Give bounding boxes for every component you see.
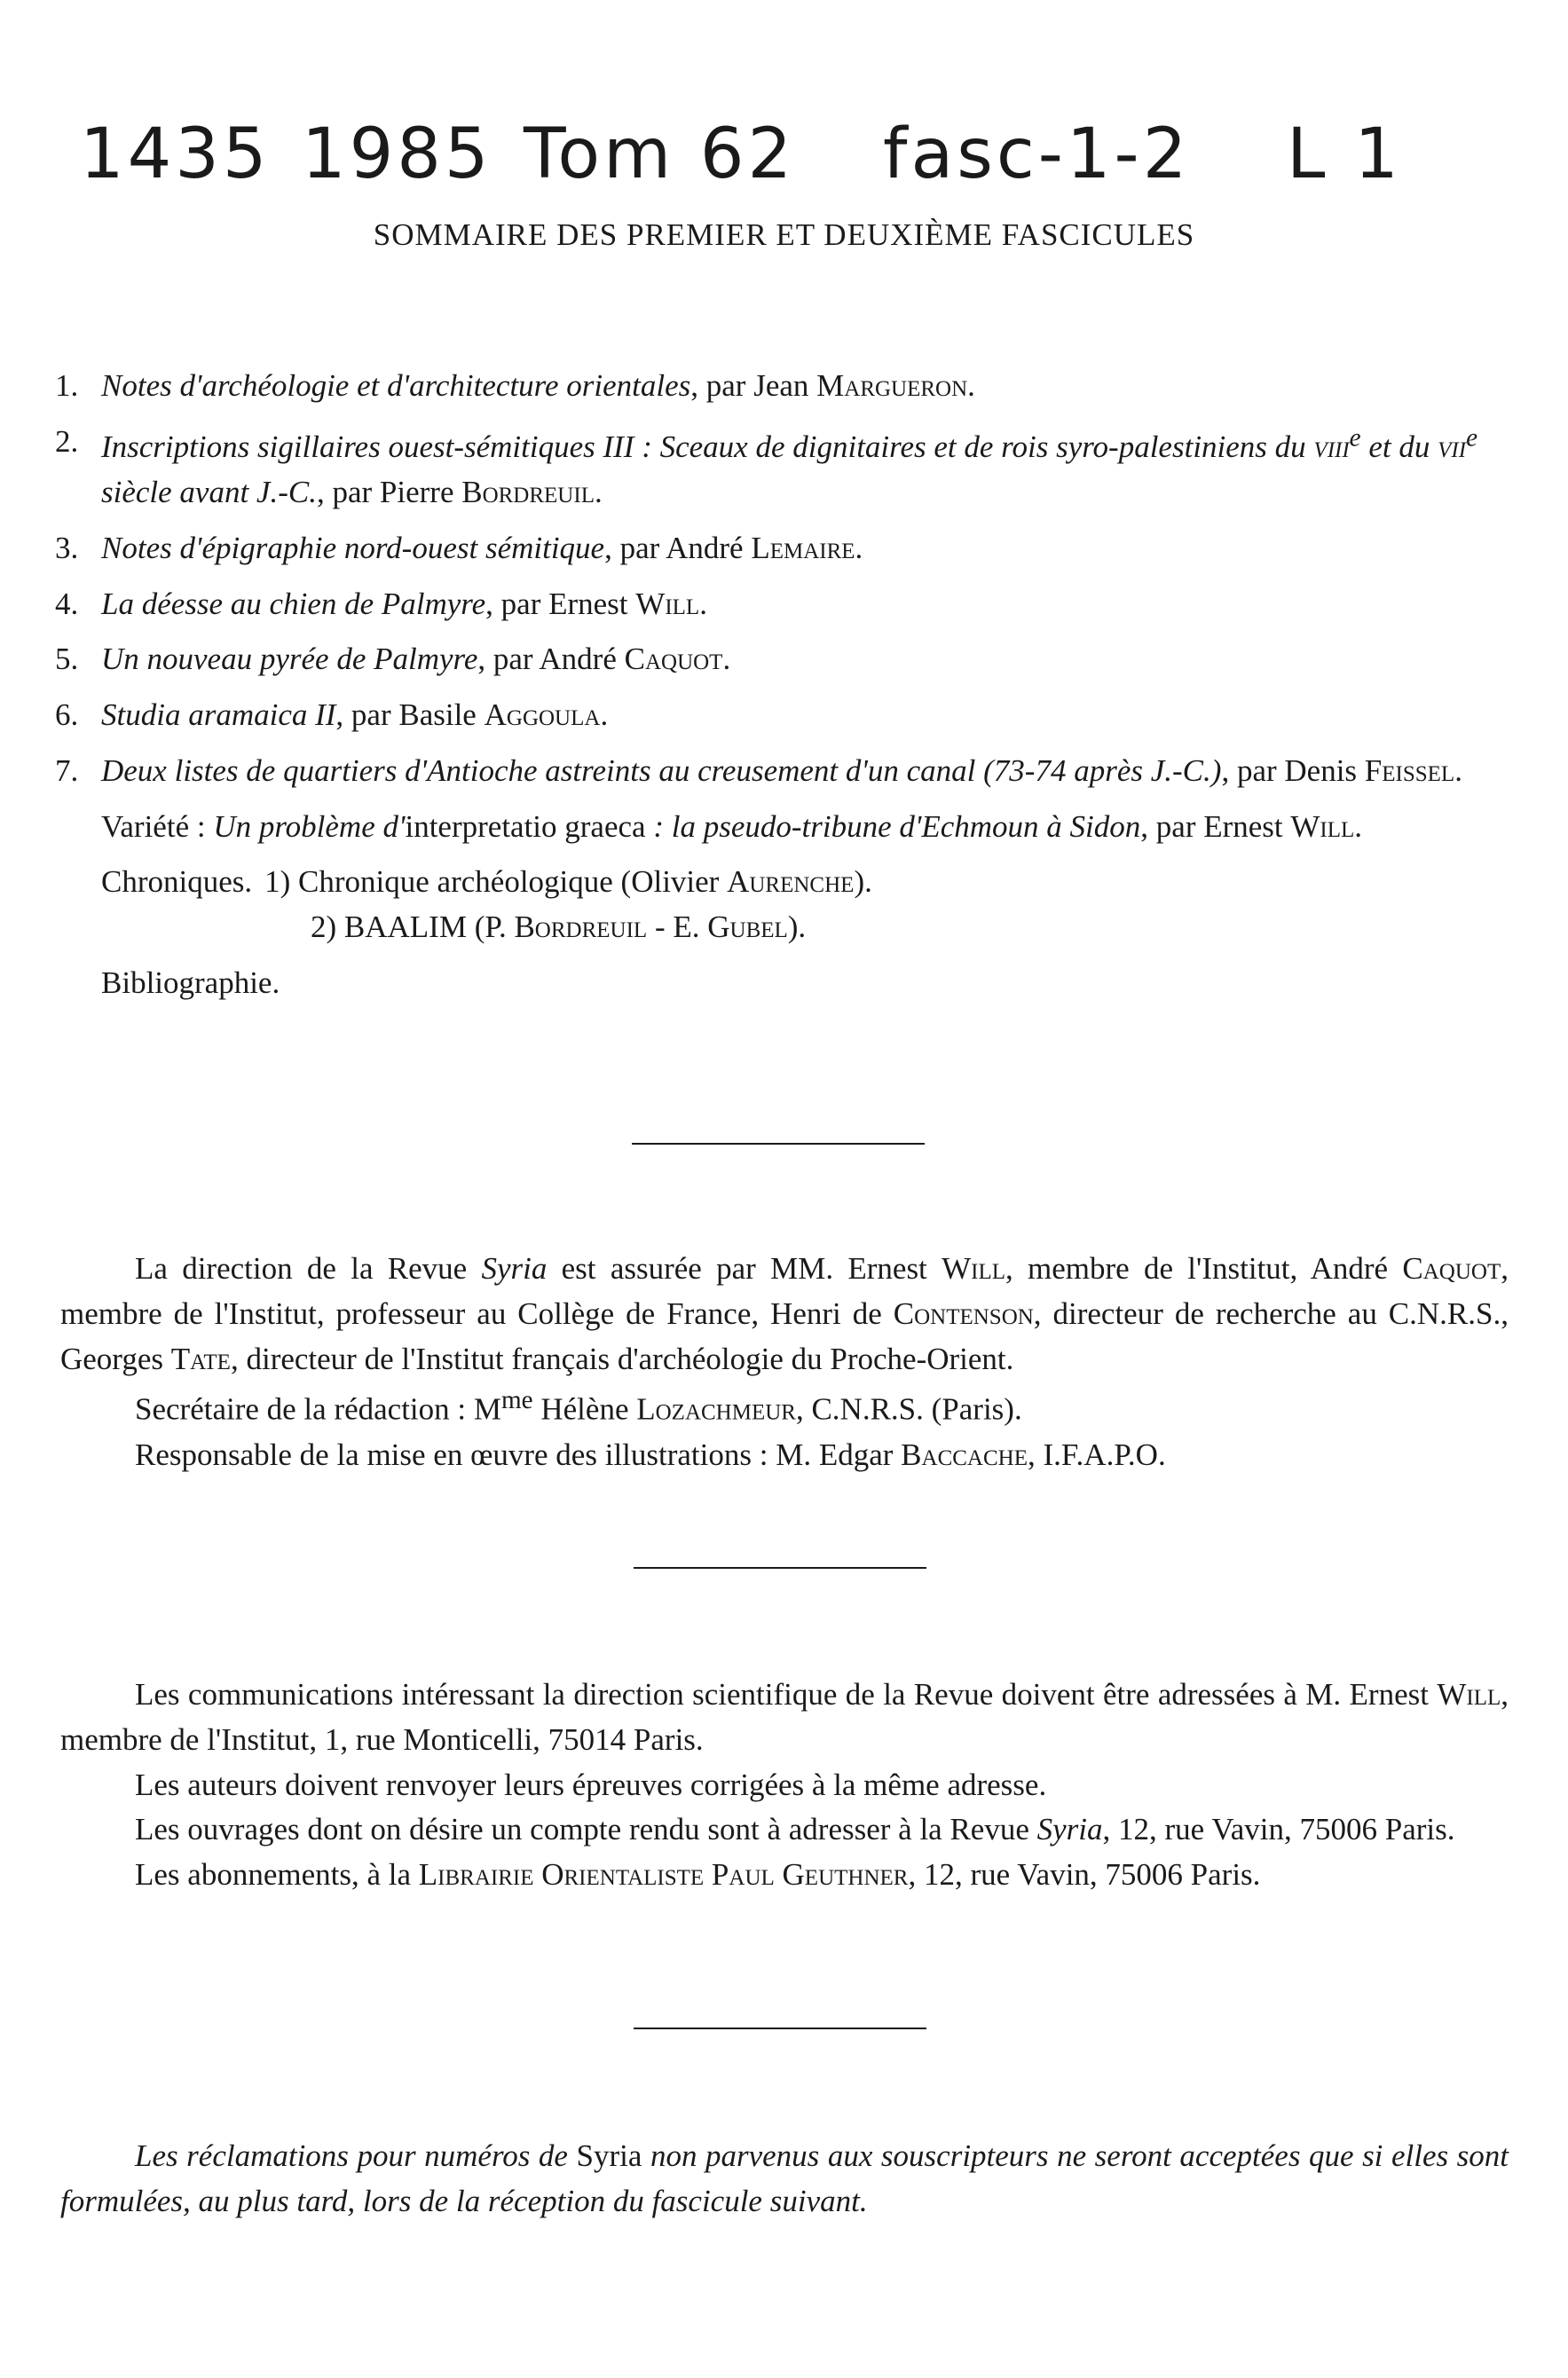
chronique-1[interactable]: 1) Chronique archéologique (Olivier Aurenche). (264, 864, 872, 900)
handwritten-part-3: Tom 62 (524, 114, 796, 194)
illustrations-paragraph: Responsable de la mise en œuvre des illustrations : M. Edgar Baccache, I.F.A.P.O. (135, 1437, 1166, 1472)
reclamations-notice: Les réclamations pour numéros de Syria non parvenus aux souscripteurs ne seront acceptées que si elles sont formulées, au plus tard, lors de la réception du fascicule suivant. (60, 2138, 1509, 2218)
divider-rule (634, 1567, 926, 1569)
toc-number: 4. (55, 586, 79, 621)
toc-author: Will (635, 586, 700, 621)
toc-item-7[interactable]: 7. Deux listes de quartiers d'Antioche astreints au creusement d'un canal (73-74 après J.-C.), par Denis Feissel. (55, 749, 1510, 794)
toc-bibliographie[interactable]: Bibliographie. (101, 965, 280, 1000)
chroniques-label: Chroniques. (101, 864, 253, 900)
toc-author: Margueron (816, 368, 968, 403)
toc-author: Feissel (1364, 752, 1455, 788)
table-of-contents (55, 364, 1510, 1017)
toc-variete[interactable]: Variété : Un problème d'interpretatio graeca : la pseudo-tribune d'Echmoun à Sidon, par Ernest Will. (101, 808, 1363, 844)
direction-paragraph: La direction de la Revue Syria est assurée par MM. Ernest Will, membre de l'Institut, André Caquot, membre de l'Institut, professeur au Collège de France, Henri de Contenson, directeur de recherche au C.N.R.S., Georges Tate, directeur de l'Institut français d'archéologie du Proche-Orient. (60, 1251, 1509, 1376)
toc-chroniques (101, 860, 1510, 950)
variete-label: Variété : (101, 808, 214, 844)
toc-author: Aggoula (484, 697, 601, 733)
toc-number: 2. (55, 423, 79, 459)
toc-author: Lemaire (751, 530, 855, 565)
divider-rule (634, 2028, 926, 2029)
handwritten-annotation (80, 105, 1464, 202)
toc-number: 3. (55, 530, 79, 565)
divider-rule (632, 1143, 925, 1145)
handwritten-part-4: fasc-1-2 (883, 114, 1191, 194)
toc-number: 7. (55, 752, 79, 788)
toc-title: Un nouveau pyrée de Palmyre (101, 642, 478, 677)
toc-number: 1. (55, 368, 79, 403)
toc-item-5[interactable]: 5. Un nouveau pyrée de Palmyre, par André Caquot. (55, 637, 1510, 682)
toc-title: Notes d'archéologie et d'architecture orientales (101, 368, 691, 403)
toc-title: Inscriptions sigillaires ouest-sémitiques III : Sceaux de dignitaires et de rois syro-palestiniens du viii$^e$ et du vii$^e$ siècle avant J.-C. (101, 423, 1478, 510)
toc-item-2[interactable]: 2. Inscriptions sigillaires ouest-sémitiques III : Sceaux de dignitaires et de rois syro-palestiniens du viii$^e$ et du vii$^e$ siècle avant J.-C., par Pierre Bordreuil. (55, 420, 1510, 516)
secretaire-paragraph: Secrétaire de la rédaction : $M^{me}$ Hélène Lozachmeur, C.N.R.S. (Paris). (135, 1386, 1022, 1427)
communications-block (60, 1673, 1509, 1898)
direction-block (60, 1247, 1509, 1477)
toc-title: Studia aramaica II (101, 697, 336, 733)
toc-item-6[interactable]: 6. Studia aramaica II, par Basile Aggoula. (55, 693, 1510, 738)
toc-item-4[interactable]: 4. La déesse au chien de Palmyre, par Ernest Will. (55, 582, 1510, 627)
ouvrages-paragraph: Les ouvrages dont on désire un compte rendu sont à adresser à la Revue Syria, 12, rue Vavin, 75006 Paris. (135, 1812, 1455, 1847)
toc-title: Deux listes de quartiers d'Antioche astreints au creusement d'un canal (73-74 après J.-C.) (101, 752, 1222, 788)
handwritten-part-2: 1985 (302, 114, 492, 194)
toc-author: Caquot (624, 642, 723, 677)
auteurs-paragraph: Les auteurs doivent renvoyer leurs épreuves corrigées à la même adresse. (135, 1767, 1047, 1802)
toc-number: 6. (55, 697, 79, 733)
toc-title: La déesse au chien de Palmyre (101, 586, 486, 621)
toc-title: Notes d'épigraphie nord-ouest sémitique (101, 530, 605, 565)
handwritten-part-5: L 1 (1287, 114, 1402, 194)
toc-item-1[interactable]: 1. Notes d'archéologie et d'architecture orientales, par Jean Margueron. (55, 364, 1510, 409)
toc-item-3[interactable]: 3. Notes d'épigraphie nord-ouest sémitique, par André Lemaire. (55, 526, 1510, 571)
toc-author: Will (1290, 808, 1355, 844)
toc-author: Bordreuil (461, 475, 595, 510)
chronique-2[interactable]: 2) BAALIM (P. Bordreuil - E. Gubel). (311, 909, 807, 945)
communications-paragraph: Les communications intéressant la direction scientifique de la Revue doivent être adressées à M. Ernest Will, membre de l'Institut, 1, rue Monticelli, 75014 Paris. (60, 1677, 1509, 1757)
toc-number: 5. (55, 642, 79, 677)
handwritten-part-1: 1435 (80, 114, 271, 194)
page-title: SOMMAIRE DES PREMIER ET DEUXIÈME FASCICULES (373, 217, 1195, 252)
abonnements-paragraph: Les abonnements, à la Librairie Orientaliste Paul Geuthner, 12, rue Vavin, 75006 Paris. (135, 1857, 1261, 1892)
